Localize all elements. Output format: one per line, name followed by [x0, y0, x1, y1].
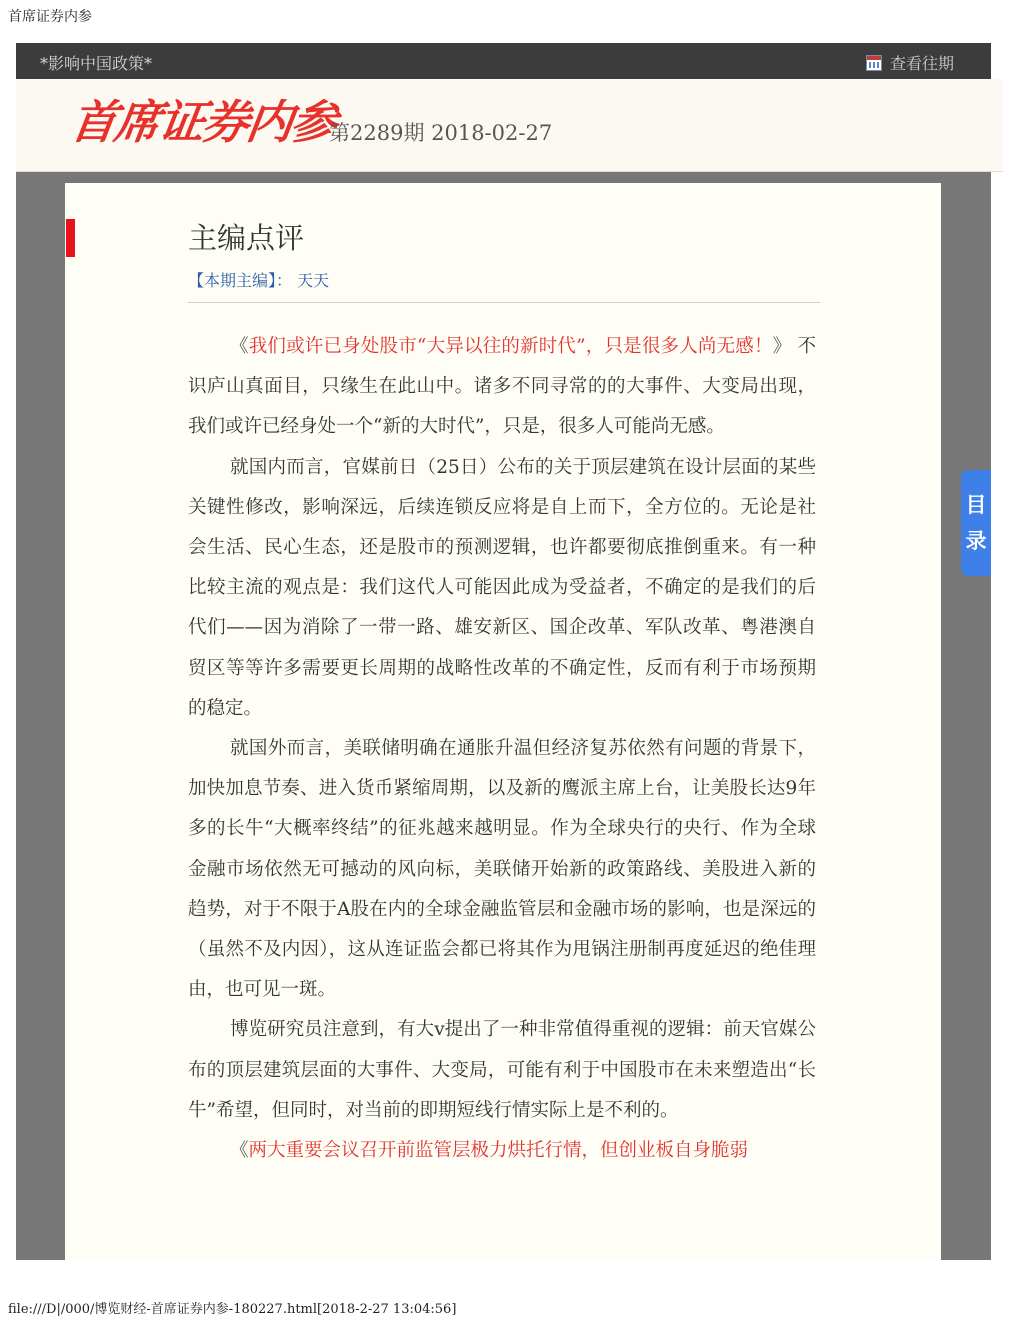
masthead — [16, 79, 1003, 172]
editor-prefix: 【本期主编】： — [188, 271, 293, 290]
paragraph-1-text: 不识庐山真面目，只缘生在此山中。诸多不同寻常的的大事件、大变局出现，我们或许已经身处一个“新的大时代”，只是，很多人可能尚无感。 — [188, 336, 816, 438]
issue-info: 第2289期 2018-02-27 — [329, 121, 553, 145]
view-history-link[interactable] — [866, 51, 954, 74]
section-title: 主编点评 — [188, 221, 305, 255]
bracket-open-2: 《 — [230, 1140, 249, 1162]
bracket-close: 》 — [772, 336, 792, 357]
slogan: *影响中国政策* — [40, 54, 153, 73]
calendar-icon — [866, 55, 882, 71]
bracket-open: 《 — [230, 336, 249, 357]
article-body — [188, 327, 816, 1171]
highlight-headline-2: 两大重要会议召开前监管层极力烘托行情，但创业板自身脆弱 — [248, 1140, 749, 1162]
top-bar — [16, 43, 991, 79]
paragraph-4: 博览研究员注意到，有大v提出了一种非常值得重视的逻辑：前天官媒公布的顶层建筑层面的大事件、大变局，可能有利于中国股市在未来塑造出“长牛”希望，但同时，对当前的即期短线行情实际上是不利的。 — [188, 1019, 816, 1121]
browser-page-title: 首席证券内参 — [8, 9, 92, 25]
divider — [188, 302, 820, 303]
logo: 首席证券内参 — [67, 95, 339, 149]
paragraph-2: 就国内而言，官媒前日（25日）公布的关于顶层建筑在设计层面的某些关键性修改，影响深远，后续连锁反应将是自上而下，全方位的。无论是社会生活、民心生态，还是股市的预测逻辑，也许都要彻底推倒重来。有一种比较主流的观点是：我们这代人可能因此成为受益者，不确定的是我们的后代们——因为消除了一带一路、雄安新区、国企改革、军队改革、粤港澳自贸区等等许多需要更长周期的战略性改革的不确定性，反而有利于市场预期的稳定。 — [188, 456, 816, 719]
editor-line — [188, 268, 329, 291]
paragraph-1 — [188, 327, 816, 448]
view-history-label: 查看往期 — [889, 54, 954, 73]
highlight-headline-1: 我们或许已身处股市“大异以往的新时代”，只是很多人尚无感！ — [248, 336, 773, 357]
section-marker — [66, 219, 75, 257]
paragraph-5 — [188, 1131, 816, 1171]
toc-label: 目录 — [965, 493, 987, 553]
table-of-contents-tab[interactable] — [961, 470, 991, 576]
file-path-footer: file:///D|/000/博览财经-首席证券内参-180227.html[2018-2-27 13:04:56] — [8, 1302, 457, 1317]
paragraph-3: 就国外而言，美联储明确在通胀升温但经济复苏依然有问题的背景下，加快加息节奏、进入货币紧缩周期，以及新的鹰派主席上台，让美股长达9年多的长牛“大概率终结”的征兆越来越明显。作为全球央行的央行、作为全球金融市场依然无可撼动的风向标，美联储开始新的政策路线、美股进入新的趋势，对于不限于A股在内的全球金融监管层和金融市场的影响，也是深远的（虽然不及内因），这从连证监会都已将其作为甩锅注册制再度延迟的绝佳理由，也可见一斑。 — [188, 738, 816, 1001]
editor-name[interactable]: 天天 — [297, 271, 330, 290]
